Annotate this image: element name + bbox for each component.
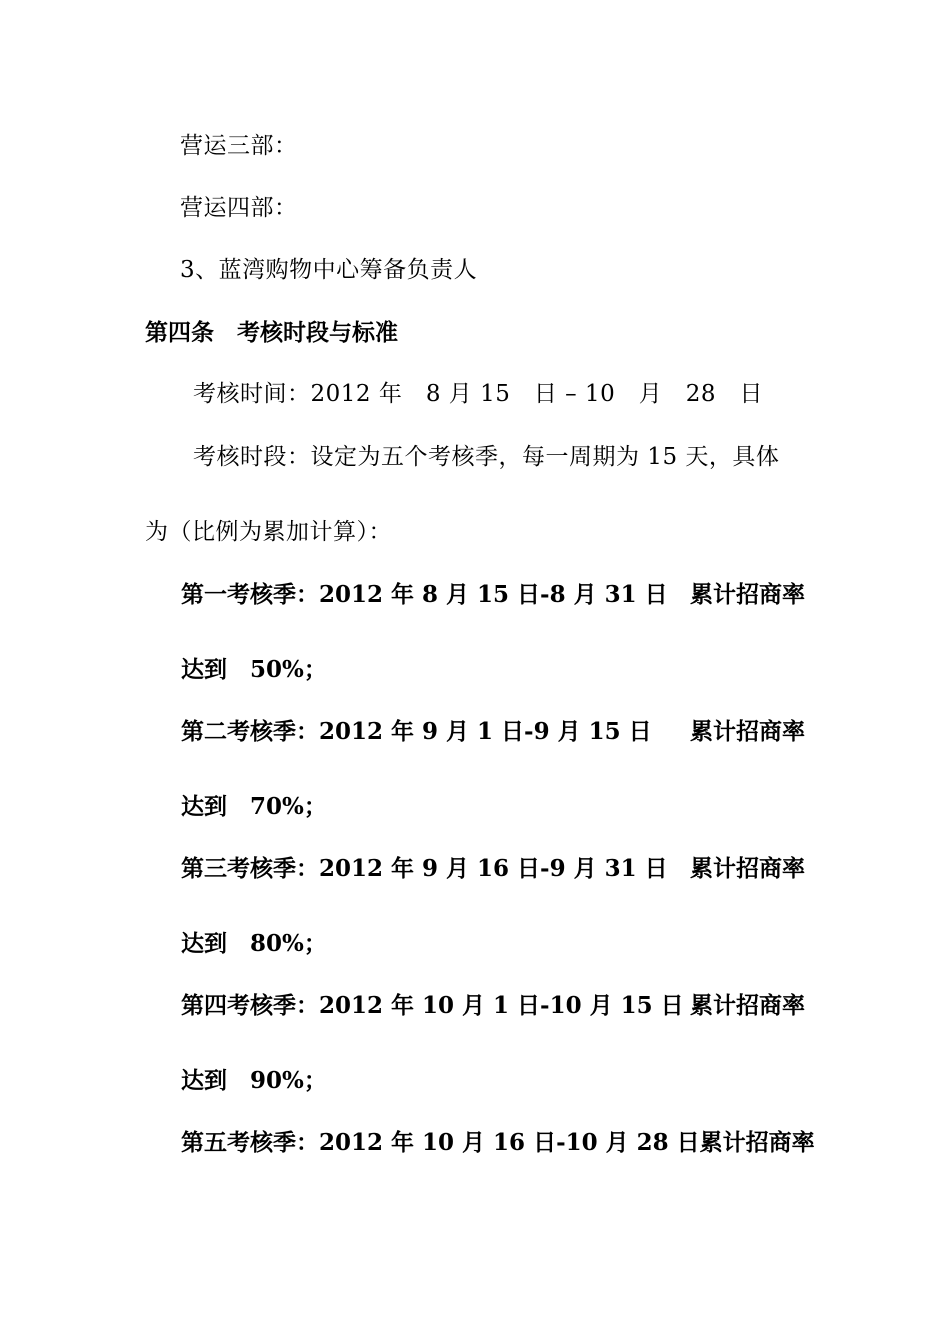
season-1-target: 达到 50%； — [181, 656, 327, 683]
assessment-time: 考核时间：2012 年 8 月 15 日 – 10 月 28 日 — [193, 381, 764, 407]
list-item-ops-4: 营运四部： — [180, 195, 298, 221]
article-heading: 第四条 考核时段与标准 — [145, 319, 398, 346]
list-item-ops-3: 营运三部： — [180, 133, 298, 159]
assessment-period-line1: 考核时段：设定为五个考核季，每一周期为 15 天，具体 — [193, 444, 780, 470]
season-4-target: 达到 90%； — [181, 1067, 327, 1094]
season-5-row — [181, 1129, 815, 1156]
season-3-row — [181, 857, 805, 880]
season-label: 第三考核季：2012 年 9 月 16 日-9 月 31 日 — [181, 855, 668, 882]
season-label: 第五考核季：2012 年 10 月 16 日-10 月 28 日 — [181, 1129, 700, 1156]
season-2-target: 达到 70%； — [181, 793, 327, 820]
season-label: 第二考核季：2012 年 9 月 1 日-9 月 15 日 — [181, 718, 652, 745]
season-metric: 累计招商率 — [690, 855, 805, 882]
season-label: 第四考核季：2012 年 10 月 1 日-10 月 15 日 — [181, 992, 684, 1019]
season-metric: 累计招商率 — [699, 1129, 815, 1156]
season-1-row — [181, 583, 805, 606]
season-label: 第一考核季：2012 年 8 月 15 日-8 月 31 日 — [181, 581, 668, 608]
assessment-period-line2: 为（比例为累加计算）： — [145, 519, 392, 545]
season-3-target: 达到 80%； — [181, 930, 327, 957]
season-2-row — [181, 720, 805, 743]
season-4-row — [181, 994, 805, 1017]
list-item-lanwan: 3、蓝湾购物中心筹备负责人 — [180, 257, 478, 283]
season-metric: 累计招商率 — [690, 581, 805, 608]
season-metric: 累计招商率 — [690, 718, 805, 745]
season-metric: 累计招商率 — [690, 992, 805, 1019]
